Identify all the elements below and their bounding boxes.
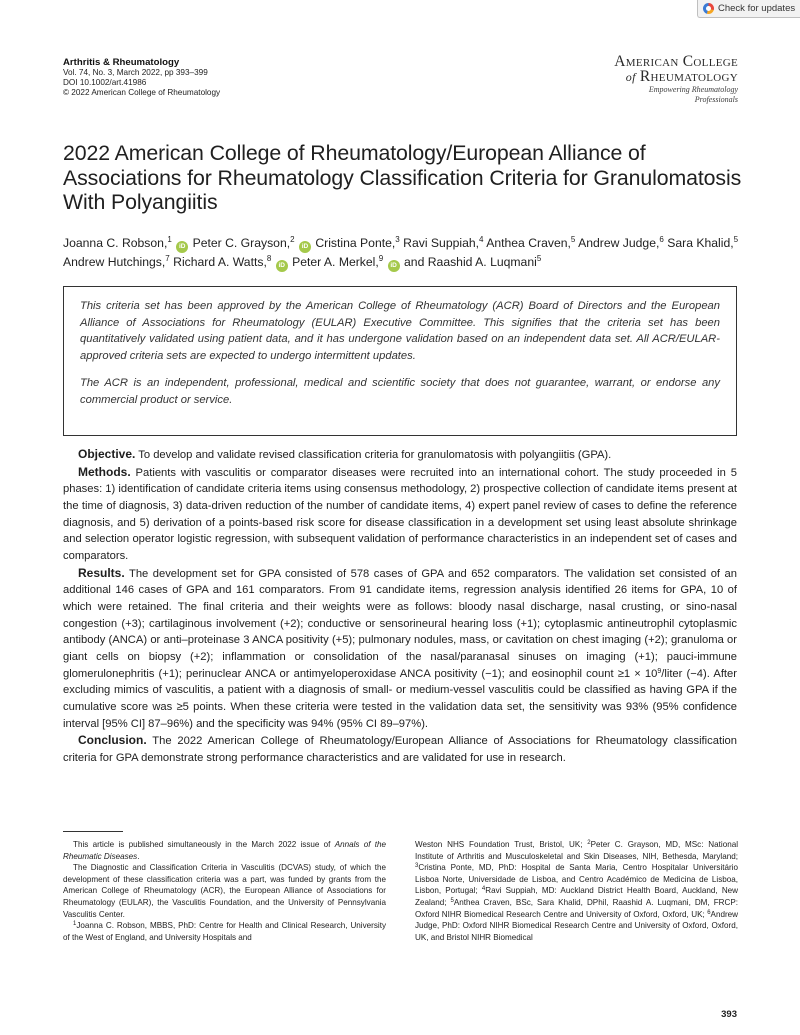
orcid-icon[interactable]: iD xyxy=(276,260,288,272)
objective-heading: Objective. xyxy=(78,447,136,461)
crossmark-icon xyxy=(703,3,714,14)
author[interactable] xyxy=(578,236,664,250)
abstract-results xyxy=(63,565,737,733)
author[interactable] xyxy=(63,255,170,269)
abstract-methods xyxy=(63,464,737,565)
footnotes-left-column xyxy=(63,839,386,943)
results-text-b: /liter (−4). After excluding mimics of vasculitis, a patient with a diagnosis of small- or medium-vessel vasculitis could be classified as having GPA if the cumulative score was ≥5 points. When these criteria were tested in the validation data set, the sensitivity was 93% (95% confidence interval [95% CI] 87–96%) and the specificity was 94% (95% CI 89–97%). xyxy=(63,667,737,730)
affiliation-marker: 3 xyxy=(415,863,419,870)
methods-heading: Methods. xyxy=(78,464,131,479)
logo-of: of xyxy=(625,70,636,84)
footnote-divider xyxy=(63,831,123,832)
journal-doi: DOI 10.1002/art.41986 xyxy=(63,78,147,88)
footnote-funding: The Diagnostic and Classification Criteria in Vasculitis (DCVAS) study, of which the development of these classification criteria was a part, was funded by grants from the American College of Rheumatology (ACR), the European Alliance of Associations for Rheumatology (EULAR), the Vasculitis Foundation, and the University of Pennsylvania Vasculitis Center. xyxy=(63,863,386,919)
author[interactable] xyxy=(173,255,289,269)
logo-tagline: Empowering Rheumatology Professionals xyxy=(648,85,738,104)
conclusion-heading: Conclusion. xyxy=(78,733,147,748)
author-name: Cristina Ponte, xyxy=(315,236,396,250)
abstract-conclusion xyxy=(63,732,737,766)
journal-name: Arthritis & Rheumatology xyxy=(63,57,180,68)
author-affiliation-marker: 4 xyxy=(479,235,484,244)
author-name: Andrew Hutchings, xyxy=(63,255,166,269)
annals-journal-name: Annals of the Rheumatic Diseases xyxy=(63,840,386,861)
author-name: and Raashid A. Luqmani xyxy=(404,255,537,269)
footnote-text: Weston NHS Foundation Trust, Bristol, UK; xyxy=(415,840,588,849)
author-affiliation-marker: 5 xyxy=(733,235,739,244)
affiliation-marker: 1 xyxy=(73,921,77,928)
footnote-text: Anthea Craven, BSc, Sara Khalid, DPhil, Raashid A. Luqmani, DM, FRCP: Oxford NIHR Biomedical Research Centre and University of Oxford, Oxford, UK; xyxy=(415,897,738,919)
author-affiliation-marker: 1 xyxy=(167,235,172,244)
author[interactable] xyxy=(404,255,541,269)
author[interactable] xyxy=(63,236,189,250)
author-affiliation-marker: 2 xyxy=(290,235,295,244)
author[interactable] xyxy=(667,236,738,250)
check-for-updates-label: Check for updates xyxy=(718,3,796,14)
footnote-text: Peter C. Grayson, MD, MSc: National Institute of Arthritis and Musculoskeletal and Skin Diseases, NIH, Bethesda, Maryland; xyxy=(415,840,738,861)
author-name: Joanna C. Robson, xyxy=(63,236,168,250)
author-affiliation-marker: 5 xyxy=(536,254,542,263)
results-heading: Results. xyxy=(78,565,125,580)
abstract-objective xyxy=(63,446,737,464)
author-affiliation-marker: 7 xyxy=(165,254,170,263)
author-name: Ravi Suppiah, xyxy=(403,236,480,250)
author[interactable] xyxy=(315,236,399,250)
logo-line-2 xyxy=(604,69,738,85)
methods-text: Patients with vasculitis or comparator diseases were recruited into an international cohort. The study proceeded in 5 phases: 1) identification of candidate criteria items using consensus methodology, 2) prospective collection of candidate items present at the time of diagnosis, 3) data-driven reduction of the number of candidate items, 4) expert panel review of cases to define the reference diagnosis, and 5) derivation of a points-based risk score for disease classification in a development set using least absolute shrinkage and selection operator logistic regression, with subsequent validation of performance characteristics in an independent set of cases and comparators. xyxy=(63,466,737,562)
results-superscript: 9 xyxy=(657,667,662,675)
footnote-text: This article is published simultaneously in the March 2022 issue of xyxy=(73,840,335,849)
abstract xyxy=(63,446,737,766)
journal-copyright: © 2022 American College of Rheumatology xyxy=(63,88,221,98)
logo-line-1: American College xyxy=(614,53,738,70)
footnote-affiliation-1 xyxy=(63,920,386,943)
author[interactable] xyxy=(193,236,312,250)
journal-volume: Vol. 74, No. 3, March 2022, pp 393–399 xyxy=(63,68,208,77)
criteria-approval-notice xyxy=(63,286,737,436)
footnote-simultaneous-publication xyxy=(63,839,386,862)
objective-text: To develop and validate revised classification criteria for granulomatosis with polyangiitis (GPA). xyxy=(135,449,612,461)
author-name: Andrew Judge, xyxy=(578,236,660,250)
author-affiliation-marker: 3 xyxy=(395,235,400,244)
author-name: Sara Khalid, xyxy=(667,236,734,250)
author-affiliation-marker: 9 xyxy=(378,254,384,263)
author-name: Richard A. Watts, xyxy=(173,255,267,269)
author[interactable] xyxy=(486,236,575,250)
conclusion-text: The 2022 American College of Rheumatology/European Alliance of Associations for Rheumatology classification criteria for GPA demonstrate strong performance characteristics and are validated for use in research. xyxy=(63,735,737,764)
author-list xyxy=(63,234,753,272)
orcid-icon[interactable]: iD xyxy=(388,260,400,272)
affiliation-marker: 4 xyxy=(481,886,486,893)
author-name: Anthea Craven, xyxy=(486,236,571,250)
author-affiliation-marker: 8 xyxy=(266,254,272,263)
footnote-text: Andrew Judge, PhD: Oxford NIHR Biomedical Research Centre and University of Oxford, Oxford, UK, and Bristol NIHR Biomedical xyxy=(415,909,738,942)
author-affiliation-marker: 5 xyxy=(570,235,576,244)
page-number: 393 xyxy=(721,1009,737,1020)
orcid-icon[interactable]: iD xyxy=(176,241,188,253)
footnotes-right-column xyxy=(415,839,738,943)
author-name: Peter C. Grayson, xyxy=(192,236,291,250)
footnote-text: Joanna C. Robson, MBBS, PhD: Centre for Health and Clinical Research, University of the West of England, and University Hospitals and xyxy=(63,921,386,942)
author[interactable] xyxy=(292,255,401,269)
footnote-text: . xyxy=(137,851,140,861)
footnote-text: Cristina Ponte, MD, PhD: Hospital de Santa Maria, Centro Hospitalar Universitário Lisboa Norte, Universidade de Lisboa, and Centro Académico de Medicina de Lisboa, Lisbon, Portugal; xyxy=(415,863,738,896)
affiliation-marker: 6 xyxy=(707,909,711,916)
check-for-updates-button[interactable] xyxy=(697,0,800,18)
logo-rheumatology: Rheumatology xyxy=(639,68,738,85)
notice-paragraph-approval: This criteria set has been approved by the American College of Rheumatology (ACR) Board of Directors and the European Alliance of Associations for Rheumatology (EULAR) Executive Committee. This signifies that the criteria set has been quantitatively validated using patient data, and it has undergone validation based on an independent data set. All ACR/EULAR-approved criteria sets are expected to undergo intermittent updates. xyxy=(80,300,720,362)
author[interactable] xyxy=(403,236,483,250)
notice-paragraph-disclaimer: The ACR is an independent, professional, medical and scientific society that does not guarantee, warrant, or endorse any commercial product or service. xyxy=(80,377,720,406)
results-text-a: The development set for GPA consisted of 578 cases of GPA and 652 comparators. The validation set consisted of an additional 146 cases of GPA and 161 comparators. From 91 candidate items, regression analysis identified 26 items for GPA, 10 of which were retained. The final criteria and their weights were as follows: bloody nasal discharge, nasal crusting, or sino-nasal congestion (+3); cartilaginous involvement (+2); conductive or sensorineural hearing loss (+1); cytoplasmic antineutrophil cytoplasmic antibody (ANCA) or anti–proteinase 3 ANCA positivity (+5); pulmonary nodules, mass, or cavitation on chest imaging (+2); granuloma or giant cells on biopsy (+2); inflammation or consolidation of the nasal/paranasal sinuses on imaging (+1); pauci-immune glomerulonephritis (+1); perinuclear ANCA or antimyeloperoxidase ANCA positivity (−1); and eosinophil count ≥1 × 10 xyxy=(63,567,737,680)
journal-info xyxy=(63,57,220,99)
author-affiliation-marker: 6 xyxy=(659,235,664,244)
acr-logo xyxy=(604,54,738,105)
affiliation-marker: 5 xyxy=(450,897,454,904)
footnote-affiliations xyxy=(415,839,738,943)
author-name: Peter A. Merkel, xyxy=(292,255,379,269)
footnote-text: Ravi Suppiah, MD: Auckland District Health Board, Auckland, New Zealand; xyxy=(415,886,739,907)
orcid-icon[interactable]: iD xyxy=(299,241,311,253)
article-title: 2022 American College of Rheumatology/European Alliance of Associations for Rheumatology Classification Criteria for Granulomatosis With Polyangiitis xyxy=(63,141,742,214)
affiliation-marker: 2 xyxy=(587,840,591,846)
